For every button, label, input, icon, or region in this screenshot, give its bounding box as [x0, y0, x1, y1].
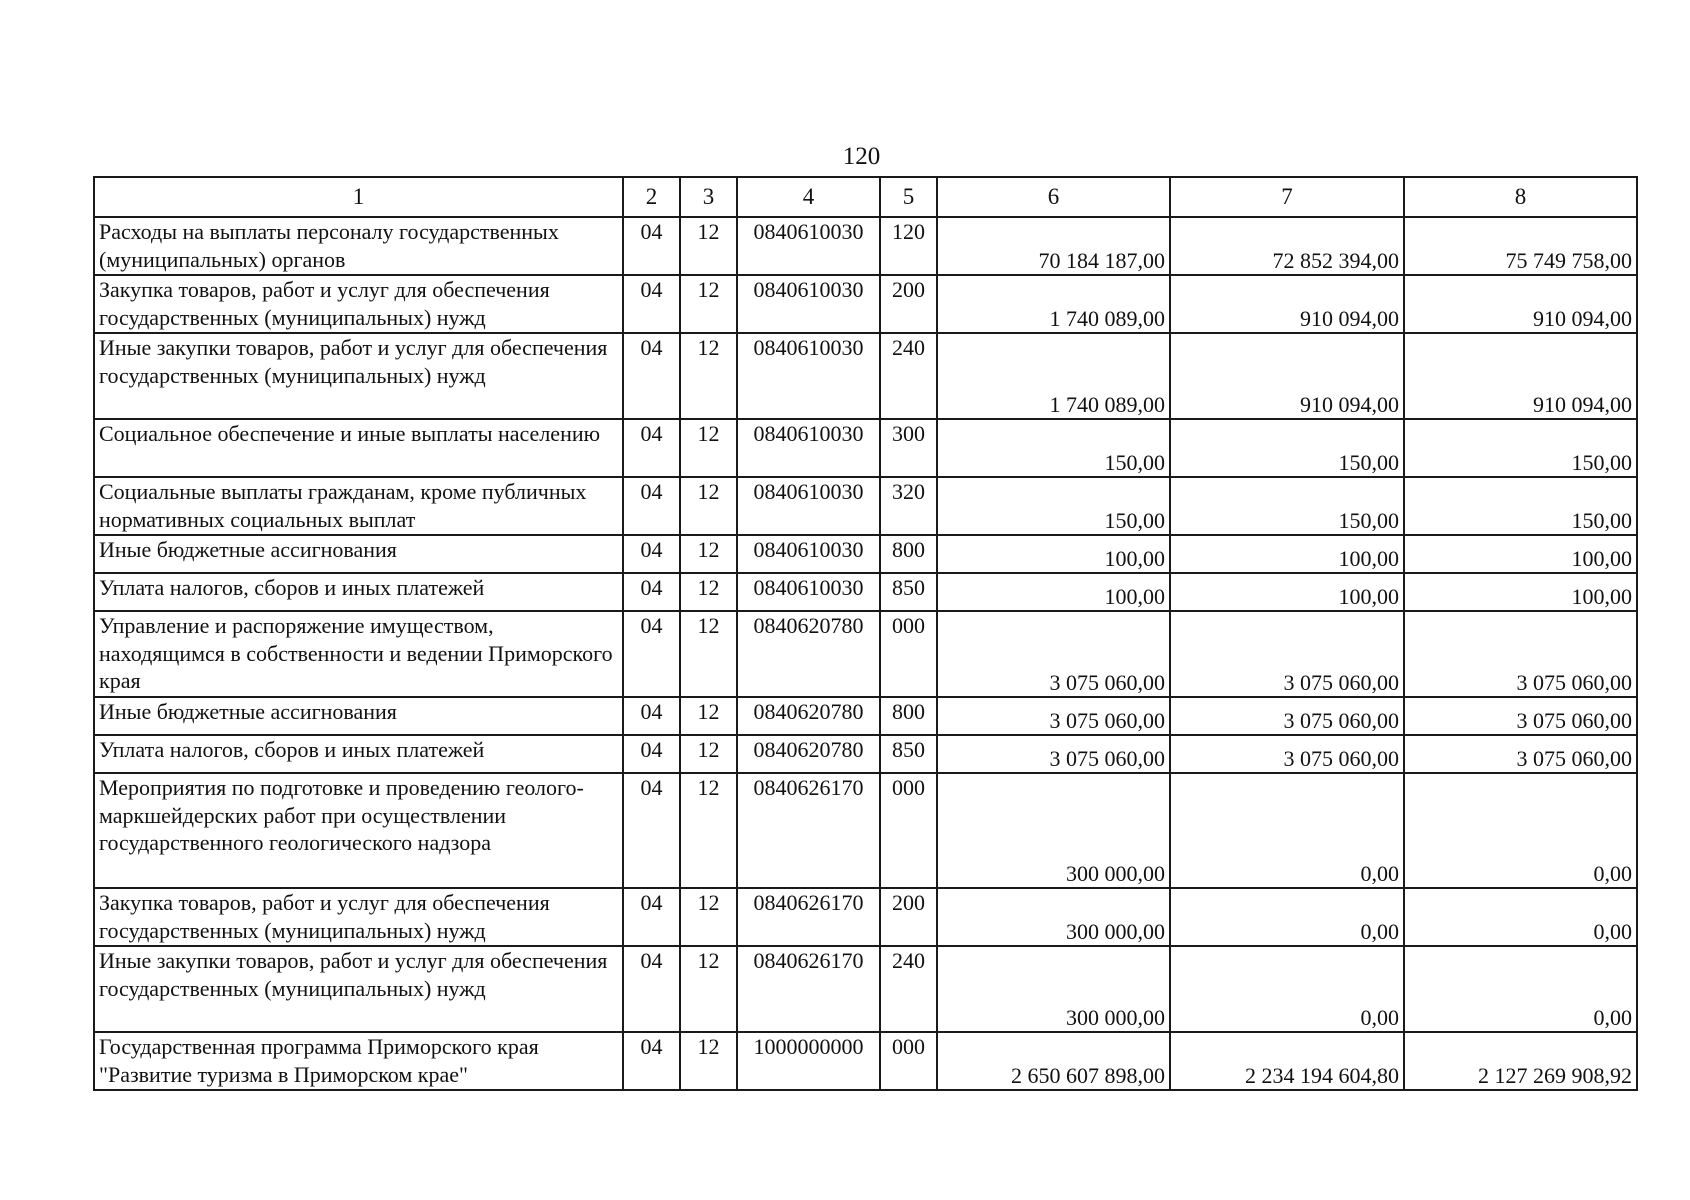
row-name-cell: Иные закупки товаров, работ и услуг для обеспечения государственных (муниципальных) нужд [94, 333, 623, 419]
subsection-code-cell: 12 [680, 477, 737, 535]
amount-cell-7: 0,00 [1170, 946, 1404, 1032]
column-header-8: 8 [1404, 177, 1637, 217]
amount-cell-8: 2 127 269 908,92 [1404, 1032, 1637, 1090]
target-article-code-cell: 0840610030 [737, 419, 880, 477]
column-header-1: 1 [94, 177, 623, 217]
amount-cell-7: 150,00 [1170, 477, 1404, 535]
expense-type-code-cell: 240 [880, 946, 937, 1032]
expense-type-code-cell: 120 [880, 217, 937, 275]
row-name-cell: Социальные выплаты гражданам, кроме публичных нормативных социальных выплат [94, 477, 623, 535]
section-code-cell: 04 [623, 735, 680, 773]
table-row [94, 217, 1637, 275]
amount-cell-7: 910 094,00 [1170, 275, 1404, 333]
amount-cell-6: 150,00 [937, 477, 1170, 535]
expense-type-code-cell: 000 [880, 1032, 937, 1090]
section-code-cell: 04 [623, 275, 680, 333]
amount-cell-6: 70 184 187,00 [937, 217, 1170, 275]
amount-cell-7: 910 094,00 [1170, 333, 1404, 419]
subsection-code-cell: 12 [680, 419, 737, 477]
column-header-7: 7 [1170, 177, 1404, 217]
subsection-code-cell: 12 [680, 735, 737, 773]
table-row [94, 735, 1637, 773]
amount-cell-6: 150,00 [937, 419, 1170, 477]
row-name-cell: Иные бюджетные ассигнования [94, 697, 623, 735]
column-header-4: 4 [737, 177, 880, 217]
amount-cell-8: 910 094,00 [1404, 333, 1637, 419]
amount-cell-8: 150,00 [1404, 477, 1637, 535]
header-row [94, 177, 1637, 217]
expense-type-code-cell: 200 [880, 888, 937, 946]
amount-cell-8: 100,00 [1404, 535, 1637, 573]
amount-cell-6: 100,00 [937, 535, 1170, 573]
section-code-cell: 04 [623, 477, 680, 535]
amount-cell-8: 75 749 758,00 [1404, 217, 1637, 275]
subsection-code-cell: 12 [680, 1032, 737, 1090]
row-name-cell: Социальное обеспечение и иные выплаты населению [94, 419, 623, 477]
amount-cell-6: 300 000,00 [937, 946, 1170, 1032]
expense-type-code-cell: 850 [880, 735, 937, 773]
amount-cell-8: 150,00 [1404, 419, 1637, 477]
row-name-cell: Иные бюджетные ассигнования [94, 535, 623, 573]
amount-cell-7: 3 075 060,00 [1170, 697, 1404, 735]
section-code-cell: 04 [623, 333, 680, 419]
row-name-cell: Уплата налогов, сборов и иных платежей [94, 735, 623, 773]
amount-cell-6: 300 000,00 [937, 888, 1170, 946]
subsection-code-cell: 12 [680, 333, 737, 419]
amount-cell-6: 300 000,00 [937, 773, 1170, 888]
table-row [94, 1032, 1637, 1090]
amount-cell-7: 0,00 [1170, 773, 1404, 888]
column-header-6: 6 [937, 177, 1170, 217]
expense-type-code-cell: 300 [880, 419, 937, 477]
target-article-code-cell: 0840610030 [737, 217, 880, 275]
subsection-code-cell: 12 [680, 275, 737, 333]
amount-cell-6: 3 075 060,00 [937, 697, 1170, 735]
target-article-code-cell: 0840610030 [737, 535, 880, 573]
table-row [94, 275, 1637, 333]
amount-cell-6: 1 740 089,00 [937, 333, 1170, 419]
amount-cell-6: 100,00 [937, 573, 1170, 611]
amount-cell-7: 3 075 060,00 [1170, 611, 1404, 697]
section-code-cell: 04 [623, 419, 680, 477]
target-article-code-cell: 0840610030 [737, 333, 880, 419]
amount-cell-8: 0,00 [1404, 946, 1637, 1032]
target-article-code-cell: 1000000000 [737, 1032, 880, 1090]
amount-cell-7: 2 234 194 604,80 [1170, 1032, 1404, 1090]
target-article-code-cell: 0840620780 [737, 611, 880, 697]
table-row [94, 946, 1637, 1032]
target-article-code-cell: 0840620780 [737, 697, 880, 735]
expense-type-code-cell: 800 [880, 535, 937, 573]
subsection-code-cell: 12 [680, 946, 737, 1032]
expense-type-code-cell: 240 [880, 333, 937, 419]
amount-cell-8: 0,00 [1404, 888, 1637, 946]
amount-cell-7: 100,00 [1170, 535, 1404, 573]
section-code-cell: 04 [623, 611, 680, 697]
section-code-cell: 04 [623, 946, 680, 1032]
section-code-cell: 04 [623, 535, 680, 573]
amount-cell-8: 3 075 060,00 [1404, 697, 1637, 735]
amount-cell-6: 1 740 089,00 [937, 275, 1170, 333]
table-row [94, 419, 1637, 477]
amount-cell-7: 150,00 [1170, 419, 1404, 477]
page-number: 120 [842, 143, 881, 170]
subsection-code-cell: 12 [680, 573, 737, 611]
section-code-cell: 04 [623, 217, 680, 275]
table-row [94, 888, 1637, 946]
table-body [94, 217, 1637, 1090]
subsection-code-cell: 12 [680, 773, 737, 888]
table-row [94, 611, 1637, 697]
target-article-code-cell: 0840626170 [737, 888, 880, 946]
subsection-code-cell: 12 [680, 888, 737, 946]
expense-type-code-cell: 200 [880, 275, 937, 333]
table-row [94, 573, 1637, 611]
target-article-code-cell: 0840610030 [737, 477, 880, 535]
row-name-cell: Закупка товаров, работ и услуг для обеспечения государственных (муниципальных) нужд [94, 275, 623, 333]
target-article-code-cell: 0840620780 [737, 735, 880, 773]
target-article-code-cell: 0840626170 [737, 946, 880, 1032]
amount-cell-8: 3 075 060,00 [1404, 611, 1637, 697]
subsection-code-cell: 12 [680, 217, 737, 275]
amount-cell-8: 910 094,00 [1404, 275, 1637, 333]
amount-cell-6: 2 650 607 898,00 [937, 1032, 1170, 1090]
subsection-code-cell: 12 [680, 697, 737, 735]
section-code-cell: 04 [623, 888, 680, 946]
column-header-5: 5 [880, 177, 937, 217]
expense-type-code-cell: 320 [880, 477, 937, 535]
target-article-code-cell: 0840610030 [737, 573, 880, 611]
column-header-3: 3 [680, 177, 737, 217]
expense-type-code-cell: 000 [880, 773, 937, 888]
amount-cell-8: 0,00 [1404, 773, 1637, 888]
table-row [94, 773, 1637, 888]
expense-type-code-cell: 000 [880, 611, 937, 697]
section-code-cell: 04 [623, 773, 680, 888]
subsection-code-cell: 12 [680, 535, 737, 573]
column-header-2: 2 [623, 177, 680, 217]
expense-type-code-cell: 800 [880, 697, 937, 735]
target-article-code-cell: 0840626170 [737, 773, 880, 888]
amount-cell-8: 3 075 060,00 [1404, 735, 1637, 773]
amount-cell-7: 3 075 060,00 [1170, 735, 1404, 773]
amount-cell-8: 100,00 [1404, 573, 1637, 611]
section-code-cell: 04 [623, 1032, 680, 1090]
row-name-cell: Иные закупки товаров, работ и услуг для обеспечения государственных (муниципальных) нужд [94, 946, 623, 1032]
amount-cell-6: 3 075 060,00 [937, 735, 1170, 773]
table-row [94, 697, 1637, 735]
row-name-cell: Закупка товаров, работ и услуг для обеспечения государственных (муниципальных) нужд [94, 888, 623, 946]
amount-cell-7: 100,00 [1170, 573, 1404, 611]
section-code-cell: 04 [623, 573, 680, 611]
expense-type-code-cell: 850 [880, 573, 937, 611]
table-row [94, 535, 1637, 573]
section-code-cell: 04 [623, 697, 680, 735]
row-name-cell: Мероприятия по подготовке и проведению геолого-маркшейдерских работ при осуществлении государственного геологического надзора [94, 773, 623, 888]
amount-cell-6: 3 075 060,00 [937, 611, 1170, 697]
budget-table [93, 176, 1638, 1091]
row-name-cell: Государственная программа Приморского края "Развитие туризма в Приморском крае" [94, 1032, 623, 1090]
amount-cell-7: 0,00 [1170, 888, 1404, 946]
row-name-cell: Управление и распоряжение имуществом, находящимся в собственности и ведении Приморского края [94, 611, 623, 697]
table-row [94, 333, 1637, 419]
target-article-code-cell: 0840610030 [737, 275, 880, 333]
row-name-cell: Уплата налогов, сборов и иных платежей [94, 573, 623, 611]
table-row [94, 477, 1637, 535]
row-name-cell: Расходы на выплаты персоналу государственных (муниципальных) органов [94, 217, 623, 275]
subsection-code-cell: 12 [680, 611, 737, 697]
amount-cell-7: 72 852 394,00 [1170, 217, 1404, 275]
